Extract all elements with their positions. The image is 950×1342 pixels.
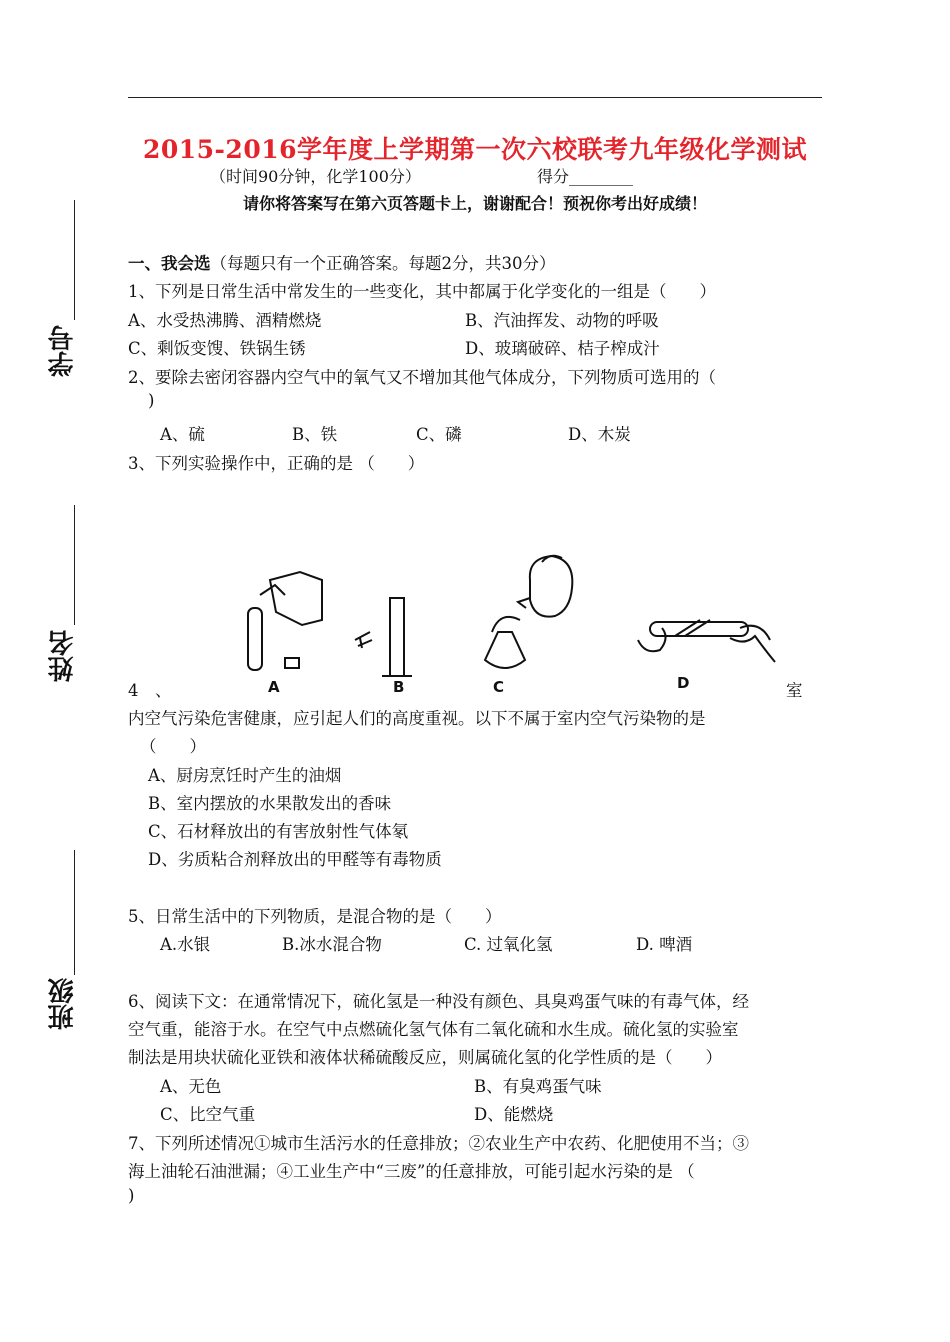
q2-option-a: A、硫 [160,425,205,444]
q4-stem-line2: 内空气污染危害健康，应引起人们的高度重视。以下不属于室内空气污染物的是 [128,709,706,728]
q2-option-c: C、磷 [416,425,462,444]
q3-stem: 3、下列实验操作中，正确的是 （ ） [128,454,425,473]
fig-b-graduated-cylinder [355,598,412,676]
q6-option-c: C、比空气重 [160,1105,256,1124]
fig-label-a: A [268,678,280,696]
q4-number: 4 、 [128,681,172,700]
name-field [44,505,84,685]
q4-option-d: D、劣质粘合剂释放出的甲醛等有毒物质 [148,850,442,869]
fig-label-b: B [393,678,405,696]
q6-option-d: D、能燃烧 [474,1105,554,1124]
q1-option-d: D、玻璃破碎、桔子榨成汁 [465,339,660,358]
q3-figures [230,550,790,699]
answer-notice: 请你将答案写在第六页答题卡上，谢谢配合！预祝你考出好成绩！ [242,194,707,213]
q2-option-b: B、铁 [292,425,338,444]
q1-option-c: C、剩饭变馊、铁锅生锈 [128,339,306,358]
lab-operations-illustration [230,550,790,695]
fig-label-d: D [677,674,690,692]
q6-option-b: B、有臭鸡蛋气味 [474,1077,602,1096]
section1-heading: 一、我会选 [128,254,211,273]
q1-stem: 1、下列是日常生活中常发生的一些变化，其中都属于化学变化的一组是（ ） [128,282,716,301]
top-rule [128,97,822,98]
student-no-field [44,200,84,380]
q4-option-c: C、石材释放出的有害放射性气体氡 [148,822,409,841]
q2-stem: 2、要除去密闭容器内空气中的氧气又不增加其他气体成分，下列物质可选用的（ [128,368,716,387]
q6-line-2: 空气重，能溶于水。在空气中点燃硫化氢气体有二氧化硫和水生成。硫化氢的实验室 [128,1020,739,1039]
score-field: 得分________ [537,167,634,186]
fig-a-pouring-liquid [248,572,322,670]
section1-instructions: （每题只有一个正确答案。每题2分，共30分） [210,254,556,273]
section1-heading-line [128,250,556,274]
fig-label-c: C [493,678,505,696]
q2-stem-cont: ) [148,391,155,410]
q1-option-a: A、水受热沸腾、酒精燃烧 [128,311,322,330]
q7-line-1: 7、下列所述情况①城市生活污水的任意排放；②农业生产中农药、化肥使用不当；③ [128,1134,749,1153]
q5-option-d: D. 啤酒 [636,935,693,954]
q5-option-c: C. 过氧化氢 [464,935,553,954]
q7-line-3: ) [128,1186,135,1205]
q6-option-a: A、无色 [160,1077,222,1096]
q4-stem-end: 室 [786,681,803,700]
q4-option-b: B、室内摆放的水果散发出的香味 [148,794,392,813]
name-rule [74,505,75,625]
fig-d-heating-test-tube [638,620,775,662]
student-no-rule [74,200,75,320]
q5-option-a: A.水银 [160,935,211,954]
q4-option-a: A、厨房烹饪时产生的油烟 [148,766,342,785]
fig-c-smelling-gas [485,556,572,668]
name-label: 姓名 [48,630,78,682]
q5-option-b: B.冰水混合物 [282,935,382,954]
q5-stem: 5、日常生活中的下列物质，是混合物的是（ ） [128,907,502,926]
exam-title: 2015-2016学年度上学期第一次六校联考九年级化学测试 [142,135,808,164]
q1-option-b: B、汽油挥发、动物的呼吸 [465,311,659,330]
class-label: 班级 [48,978,78,1030]
class-rule [74,850,75,975]
q6-line-1: 6、阅读下文：在通常情况下，硫化氢是一种没有颜色、具臭鸡蛋气味的有毒气体，经 [128,992,749,1011]
student-no-label: 学号 [48,325,78,377]
class-field [44,850,84,1050]
q2-option-d: D、木炭 [568,425,631,444]
q7-line-2: 海上油轮石油泄漏；④工业生产中“三废”的任意排放，可能引起水污染的是 （ [128,1162,695,1181]
q6-line-3: 制法是用块状硫化亚铁和液体状稀硫酸反应，则属硫化氢的化学性质的是（ ） [128,1048,722,1067]
q4-paren: （ ） [140,737,206,756]
time-info: （时间90分钟，化学100分） [210,167,421,186]
